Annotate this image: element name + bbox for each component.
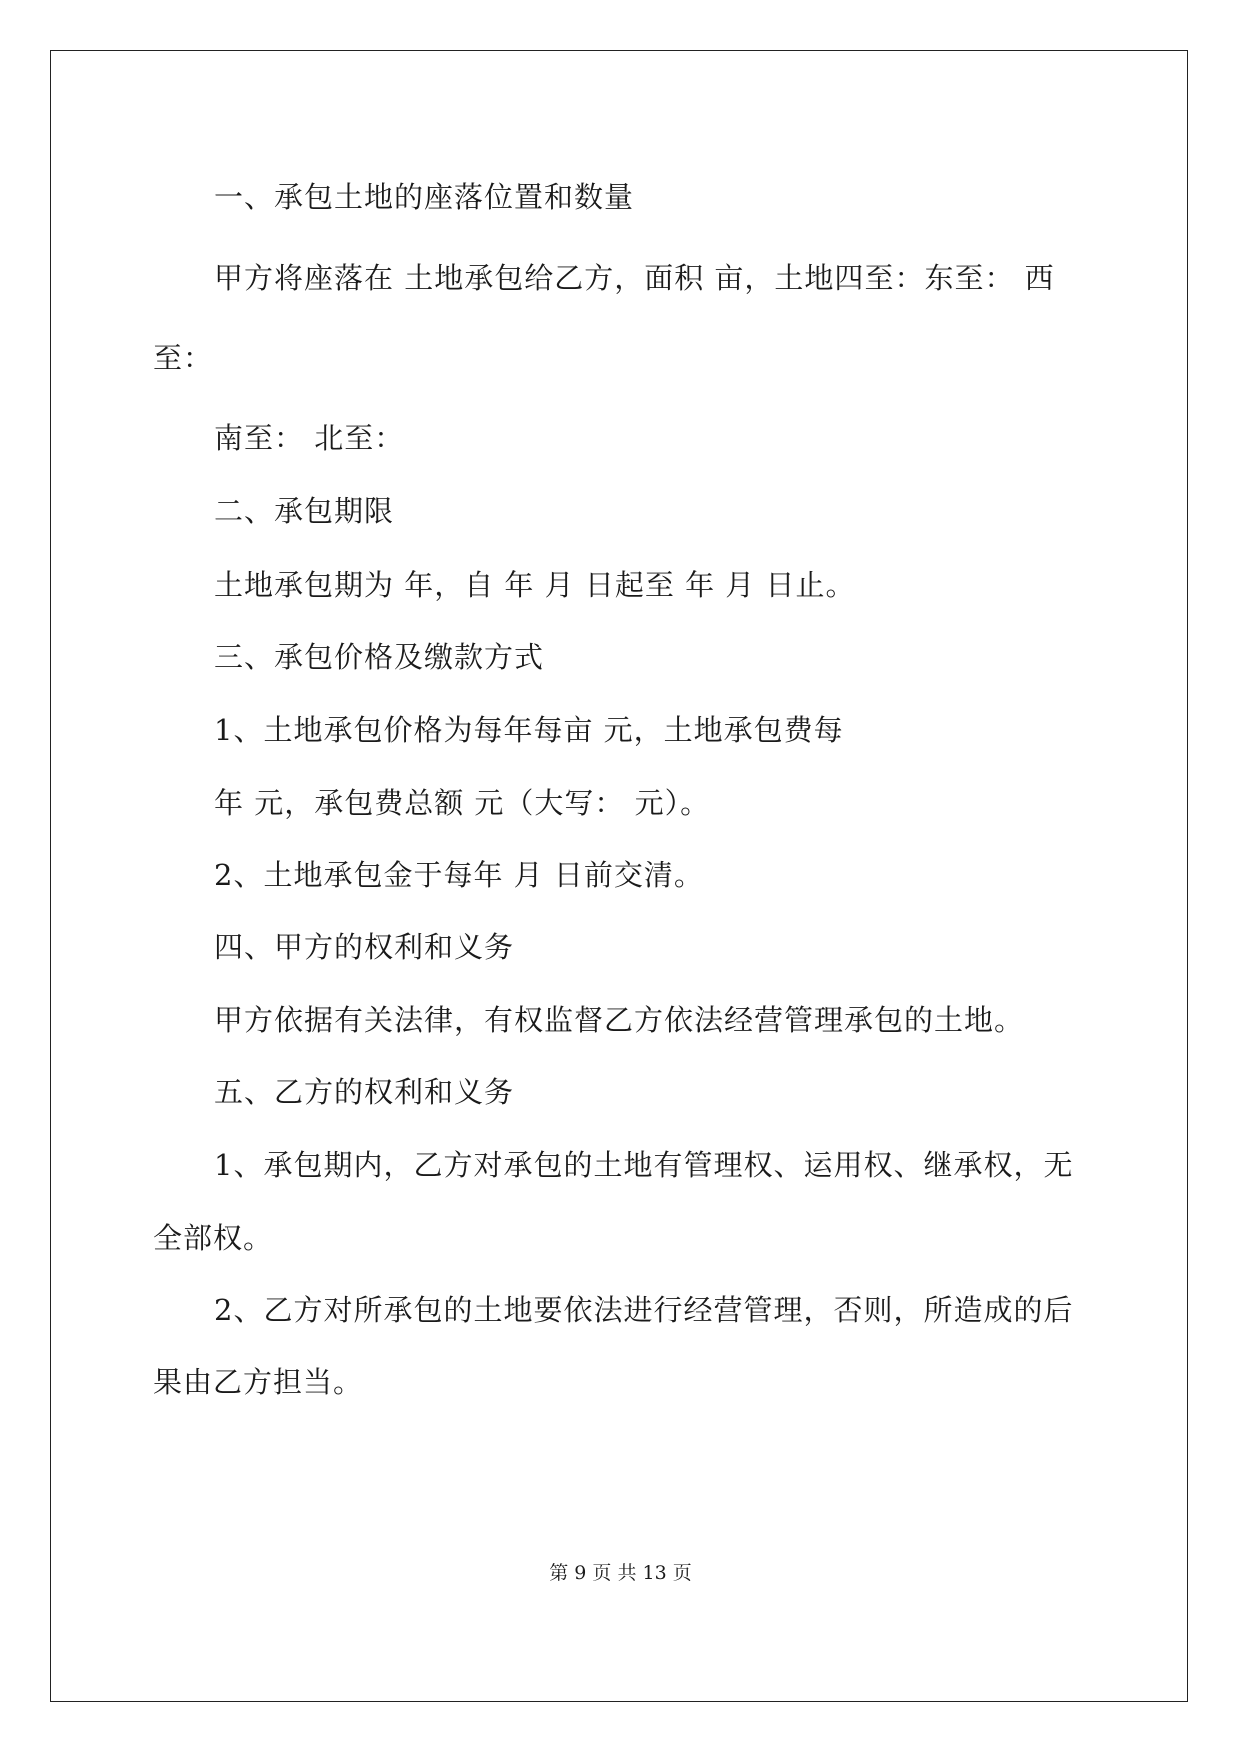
section-heading-3: 三、承包价格及缴款方式 — [214, 640, 545, 674]
paragraph-line: 全部权。 — [153, 1221, 274, 1255]
paragraph-line: 南至： 北至： — [214, 421, 405, 455]
section-heading-4: 四、甲方的权利和义务 — [214, 930, 515, 964]
paragraph-line: 1、土地承包价格为每年每亩 元，土地承包费每 — [214, 713, 844, 747]
page-number-footer: 第 9 页 共 13 页 — [549, 1562, 692, 1584]
paragraph-line: 甲方将座落在 土地承包给乙方，面积 亩，土地四至：东至： 西 — [214, 261, 1055, 295]
paragraph-line: 土地承包期为 年，自 年 月 日起至 年 月 日止。 — [214, 568, 856, 602]
paragraph-line: 甲方依据有关法律，有权监督乙方依法经营管理承包的土地。 — [214, 1003, 1025, 1037]
paragraph-line: 至： — [153, 341, 214, 375]
section-heading-2: 二、承包期限 — [214, 494, 395, 528]
paragraph-line: 2、土地承包金于每年 月 日前交清。 — [214, 858, 704, 892]
paragraph-line: 2、乙方对所承包的土地要依法进行经营管理，否则，所造成的后 — [214, 1293, 1074, 1327]
paragraph-line: 1、承包期内，乙方对承包的土地有管理权、运用权、继承权，无 — [214, 1148, 1074, 1182]
page-frame — [50, 50, 1188, 1702]
paragraph-line: 年 元，承包费总额 元（大写： 元）。 — [214, 786, 711, 820]
paragraph-line: 果由乙方担当。 — [153, 1365, 364, 1399]
section-heading-5: 五、乙方的权利和义务 — [214, 1075, 515, 1109]
section-heading-1: 一、承包土地的座落位置和数量 — [214, 180, 635, 214]
